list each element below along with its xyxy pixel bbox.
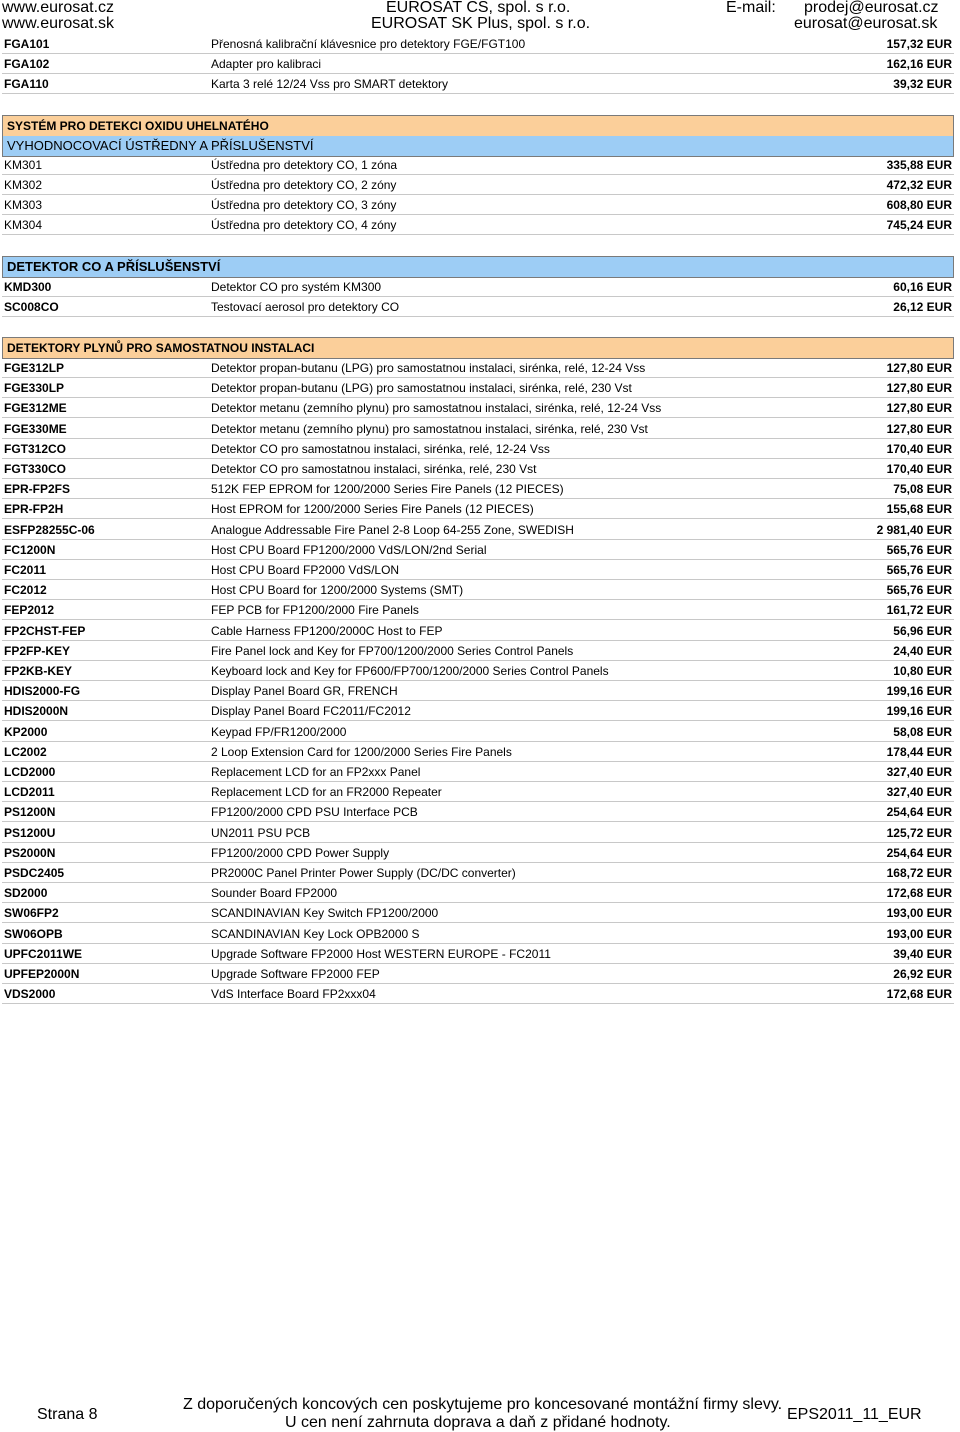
email-label: E-mail:: [726, 0, 776, 16]
product-price: 2 981,40 EUR: [876, 523, 952, 537]
product-description: Ústředna pro detektory CO, 4 zóny: [211, 218, 397, 232]
product-price: 327,40 EUR: [886, 765, 952, 779]
table-row: [2, 661, 954, 681]
product-code: FGE330LP: [4, 381, 65, 395]
product-code: UPFEP2000N: [4, 967, 80, 981]
product-code: LC2002: [4, 745, 47, 759]
product-price: 127,80 EUR: [886, 422, 952, 436]
product-price: 178,44 EUR: [886, 745, 952, 759]
section-header-co-system: [2, 115, 954, 157]
product-description: Host EPROM for 1200/2000 Series Fire Panels (12 PIECES): [211, 502, 534, 516]
product-description: Cable Harness FP1200/2000C Host to FEP: [211, 624, 443, 638]
product-code: LCD2011: [4, 785, 55, 799]
product-code: UPFC2011WE: [4, 947, 83, 961]
table-row: [2, 621, 954, 641]
product-price: 155,68 EUR: [886, 502, 952, 516]
product-price: 172,68 EUR: [886, 987, 952, 1001]
product-description: Analogue Addressable Fire Panel 2-8 Loop 64-255 Zone, SWEDISH: [211, 523, 574, 537]
product-code: PS1200N: [4, 805, 56, 819]
section-title: SYSTÉM PRO DETEKCI OXIDU UHELNATÉHO: [3, 116, 953, 136]
product-code: KM304: [4, 218, 43, 232]
product-code: SC008CO: [4, 300, 59, 314]
product-description: 2 Loop Extension Card for 1200/2000 Series Fire Panels: [211, 745, 512, 759]
product-price: 168,72 EUR: [886, 866, 952, 880]
product-description: Detektor CO pro samostatnou instalaci, sirénka, relé, 12-24 Vss: [211, 442, 550, 456]
table-row: [2, 701, 954, 721]
table-row: [2, 540, 954, 560]
table-row: [2, 924, 954, 944]
table-row: [2, 560, 954, 580]
table-row: [2, 378, 954, 398]
product-code: FC2012: [4, 583, 47, 597]
table-row: [2, 742, 954, 762]
table-row: [2, 762, 954, 782]
table-row: [2, 823, 954, 843]
product-description: Detektor propan-butanu (LPG) pro samostatnou instalaci, sirénka, relé, 12-24 Vss: [211, 361, 646, 375]
product-price: 565,76 EUR: [886, 543, 952, 557]
product-code: FGA110: [4, 77, 49, 91]
product-description: VdS Interface Board FP2xxx04: [211, 987, 376, 1001]
section-subtitle: VYHODNOCOVACÍ ÚSTŘEDNY A PŘÍSLUŠENSTVÍ: [3, 136, 953, 156]
product-price: 26,92 EUR: [893, 967, 952, 981]
product-code: FGE312ME: [4, 401, 67, 415]
table-row: [2, 34, 954, 54]
product-code: PS1200U: [4, 826, 56, 840]
product-code: KMD300: [4, 280, 52, 294]
product-description: Sounder Board FP2000: [211, 886, 338, 900]
product-price: 125,72 EUR: [886, 826, 952, 840]
page-header: [0, 0, 960, 32]
product-code: KM303: [4, 198, 43, 212]
product-price: 157,32 EUR: [886, 37, 952, 51]
table-row: [2, 195, 954, 215]
product-price: 26,12 EUR: [893, 300, 952, 314]
product-code: FP2KB-KEY: [4, 664, 73, 678]
product-code: EPR-FP2H: [4, 502, 64, 516]
product-price: 472,32 EUR: [886, 178, 952, 192]
product-price: 127,80 EUR: [886, 401, 952, 415]
table-row: [2, 74, 954, 94]
product-code: LCD2000: [4, 765, 56, 779]
footer-note-line2: U cen není zahrnuta doprava a daň z přidané hodnoty.: [285, 1414, 671, 1431]
product-code: HDIS2000-FG: [4, 684, 81, 698]
table-row: [2, 722, 954, 742]
product-price: 199,16 EUR: [886, 704, 952, 718]
product-description: Detektor metanu (zemního plynu) pro samostatnou instalaci, sirénka, relé, 12-24 Vss: [211, 401, 662, 415]
table-row: [2, 54, 954, 74]
table-row: [2, 155, 954, 175]
table-row: [2, 782, 954, 802]
product-code: PS2000N: [4, 846, 56, 860]
product-description: Přenosná kalibrační klávesnice pro detektory FGE/FGT100: [211, 37, 526, 51]
section-title: DETEKTORY PLYNŮ PRO SAMOSTATNOU INSTALACI: [3, 338, 953, 358]
product-description: Fire Panel lock and Key for FP700/1200/2000 Series Control Panels: [211, 644, 574, 658]
product-description: Display Panel Board FC2011/FC2012: [211, 704, 411, 718]
product-price: 60,16 EUR: [893, 280, 952, 294]
table-row: [2, 843, 954, 863]
product-price: 24,40 EUR: [893, 644, 952, 658]
table-row: [2, 984, 954, 1004]
product-description: Host CPU Board for 1200/2000 Systems (SMT): [211, 583, 464, 597]
product-price: 127,80 EUR: [886, 381, 952, 395]
product-description: Testovací aerosol pro detektory CO: [211, 300, 400, 314]
email-sk: eurosat@eurosat.sk: [794, 15, 938, 32]
section-header-gas-detectors: [2, 337, 954, 359]
table-row: [2, 439, 954, 459]
product-code: FP2FP-KEY: [4, 644, 71, 658]
product-code: FGA101: [4, 37, 50, 51]
product-description: Host CPU Board FP1200/2000 VdS/LON/2nd Serial: [211, 543, 487, 557]
product-code: VDS2000: [4, 987, 56, 1001]
table-row: [2, 641, 954, 661]
table-row: [2, 358, 954, 378]
product-code: FP2CHST-FEP: [4, 624, 86, 638]
product-price: 254,64 EUR: [886, 805, 952, 819]
product-description: Ústředna pro detektory CO, 2 zóny: [211, 178, 397, 192]
table-row: [2, 499, 954, 519]
table-row: [2, 520, 954, 540]
website-cz: www.eurosat.cz: [2, 0, 115, 16]
product-price: 170,40 EUR: [886, 442, 952, 456]
email-cz: prodej@eurosat.cz: [804, 0, 939, 16]
product-description: Karta 3 relé 12/24 Vss pro SMART detektory: [211, 77, 449, 91]
product-description: Detektor propan-butanu (LPG) pro samostatnou instalaci, sirénka, relé, 230 Vst: [211, 381, 632, 395]
product-price: 193,00 EUR: [886, 906, 952, 920]
product-code: SW06FP2: [4, 906, 59, 920]
product-code: ESFP28255C-06: [4, 523, 95, 537]
table-row: [2, 863, 954, 883]
product-code: KP2000: [4, 725, 48, 739]
product-description: SCANDINAVIAN Key Lock OPB2000 S: [211, 927, 420, 941]
product-code: FGE312LP: [4, 361, 65, 375]
product-description: Ústředna pro detektory CO, 1 zóna: [211, 158, 398, 172]
product-price: 39,40 EUR: [893, 947, 952, 961]
product-code: KM302: [4, 178, 43, 192]
table-row: [2, 419, 954, 439]
product-description: SCANDINAVIAN Key Switch FP1200/2000: [211, 906, 439, 920]
table-row: [2, 479, 954, 499]
product-price: 193,00 EUR: [886, 927, 952, 941]
table-row: [2, 175, 954, 195]
table-row: [2, 802, 954, 822]
table-row: [2, 215, 954, 235]
table-row: [2, 600, 954, 620]
product-price: 10,80 EUR: [893, 664, 952, 678]
product-price: 39,32 EUR: [893, 77, 952, 91]
product-code: KM301: [4, 158, 43, 172]
product-price: 565,76 EUR: [886, 583, 952, 597]
product-description: Display Panel Board GR, FRENCH: [211, 684, 398, 698]
product-price: 162,16 EUR: [886, 57, 952, 71]
website-sk: www.eurosat.sk: [2, 15, 115, 32]
table-row: [2, 903, 954, 923]
section-header-detector-co: [2, 256, 954, 278]
section-title: DETEKTOR CO A PŘÍSLUŠENSTVÍ: [3, 257, 953, 277]
product-description: Keyboard lock and Key for FP600/FP700/1200/2000 Series Control Panels: [211, 664, 609, 678]
product-description: Detektor metanu (zemního plynu) pro samostatnou instalaci, sirénka, relé, 230 Vst: [211, 422, 648, 436]
product-price: 58,08 EUR: [893, 725, 952, 739]
product-price: 75,08 EUR: [893, 482, 952, 496]
product-description: Upgrade Software FP2000 FEP: [211, 967, 380, 981]
product-description: Replacement LCD for an FP2xxx Panel: [211, 765, 421, 779]
product-price: 161,72 EUR: [886, 603, 952, 617]
product-code: HDIS2000N: [4, 704, 69, 718]
product-code: FC2011: [4, 563, 47, 577]
product-code: SD2000: [4, 886, 48, 900]
product-price: 327,40 EUR: [886, 785, 952, 799]
product-code: SW06OPB: [4, 927, 63, 941]
product-description: FP1200/2000 CPD Power Supply: [211, 846, 390, 860]
table-row: [2, 277, 954, 297]
product-description: FP1200/2000 CPD PSU Interface PCB: [211, 805, 418, 819]
table-row: [2, 297, 954, 317]
company-sk: EUROSAT SK Plus, spol. s r.o.: [371, 15, 591, 32]
product-price: 608,80 EUR: [886, 198, 952, 212]
product-code: EPR-FP2FS: [4, 482, 71, 496]
table-row: [2, 398, 954, 418]
product-description: Adapter pro kalibraci: [211, 57, 322, 71]
product-description: PR2000C Panel Printer Power Supply (DC/DC converter): [211, 866, 516, 880]
product-description: Upgrade Software FP2000 Host WESTERN EUROPE - FC2011: [211, 947, 551, 961]
table-row: [2, 944, 954, 964]
product-price: 745,24 EUR: [886, 218, 952, 232]
product-description: FEP PCB for FP1200/2000 Fire Panels: [211, 603, 419, 617]
product-code: FGE330ME: [4, 422, 67, 436]
product-description: Ústředna pro detektory CO, 3 zóny: [211, 198, 397, 212]
product-price: 172,68 EUR: [886, 886, 952, 900]
product-description: Detektor CO pro systém KM300: [211, 280, 382, 294]
footer-note-line1: Z doporučených koncových cen poskytujeme pro koncesované montážní firmy slevy.: [183, 1396, 783, 1413]
document-code: EPS2011_11_EUR: [787, 1406, 922, 1423]
product-description: Keypad FP/FR1200/2000: [211, 725, 347, 739]
product-price: 170,40 EUR: [886, 462, 952, 476]
product-price: 199,16 EUR: [886, 684, 952, 698]
product-code: PSDC2405: [4, 866, 65, 880]
product-description: Detektor CO pro samostatnou instalaci, sirénka, relé, 230 Vst: [211, 462, 537, 476]
product-price: 335,88 EUR: [886, 158, 952, 172]
product-price: 254,64 EUR: [886, 846, 952, 860]
table-row: [2, 459, 954, 479]
company-cz: EUROSAT CS, spol. s r.o.: [386, 0, 571, 16]
product-description: Replacement LCD for an FR2000 Repeater: [211, 785, 442, 799]
page-number: Strana 8: [37, 1406, 98, 1423]
product-description: Host CPU Board FP2000 VdS/LON: [211, 563, 400, 577]
product-price: 56,96 EUR: [893, 624, 952, 638]
table-row: [2, 681, 954, 701]
table-row: [2, 883, 954, 903]
table-row: [2, 964, 954, 984]
product-code: FGT312CO: [4, 442, 67, 456]
product-code: FGT330CO: [4, 462, 67, 476]
product-code: FEP2012: [4, 603, 55, 617]
product-code: FC1200N: [4, 543, 56, 557]
product-description: UN2011 PSU PCB: [211, 826, 311, 840]
product-code: FGA102: [4, 57, 50, 71]
product-description: 512K FEP EPROM for 1200/2000 Series Fire Panels (12 PIECES): [211, 482, 564, 496]
table-row: [2, 580, 954, 600]
product-price: 565,76 EUR: [886, 563, 952, 577]
product-price: 127,80 EUR: [886, 361, 952, 375]
